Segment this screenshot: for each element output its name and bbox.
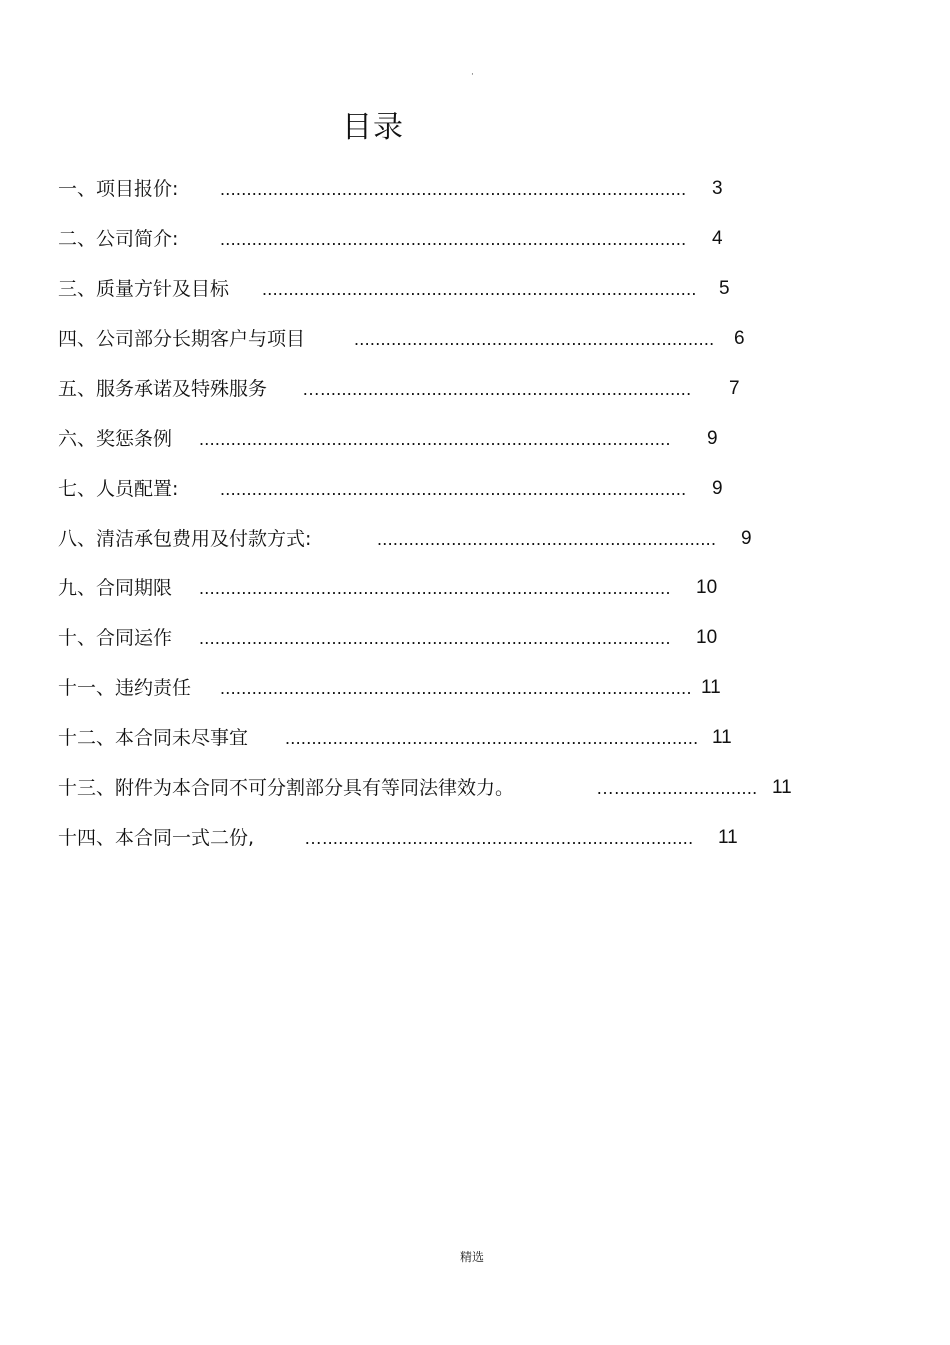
toc-leader-dots: ....................................................................: [354, 329, 715, 349]
toc-entry-label: 九、合同期限: [58, 577, 173, 599]
toc-leader-dots: ........................................................................................: [220, 229, 687, 249]
toc-leader-dots: ........................................................................................: [220, 479, 687, 499]
toc-leader-dots: .........................................................................................: [199, 628, 671, 648]
toc-page-number: 5: [719, 278, 730, 299]
toc-entry: [58, 475, 738, 503]
toc-entry-label: 十一、违约责任: [58, 677, 192, 699]
toc-page-number: 10: [696, 627, 718, 648]
toc-leader-dots: .........................................................................................: [199, 578, 671, 598]
toc-entry: [58, 674, 738, 702]
toc-leader-dots: ................................................................: [377, 529, 717, 549]
toc-entry: [58, 375, 758, 403]
toc-entry: [58, 824, 758, 852]
toc-entry: [58, 525, 768, 553]
toc-page-number: 11: [701, 677, 721, 698]
toc-entry: [58, 175, 738, 203]
toc-entry-label: 四、公司部分长期客户与项目: [58, 328, 306, 350]
toc-page-number: 9: [712, 478, 723, 499]
toc-entry: [58, 225, 738, 253]
toc-page-number: 6: [734, 328, 745, 349]
toc-entry: [58, 275, 748, 303]
toc-entry-label: 三、质量方针及目标: [58, 278, 230, 300]
toc-page-number: 9: [707, 428, 718, 449]
toc-entry: [58, 325, 758, 353]
toc-page-number: 11: [772, 777, 792, 798]
toc-leader-dots: .........................................................................................: [220, 678, 692, 698]
toc-entry-label: 一、项目报价:: [58, 178, 179, 200]
toc-entry-label: 十四、本合同一式二份,: [58, 827, 255, 849]
toc-entry-label: 五、服务承诺及特殊服务: [58, 378, 268, 400]
toc-entry: [58, 724, 748, 752]
toc-leader-dots: …......................................................................: [304, 828, 694, 848]
header-mark: ·: [471, 70, 474, 80]
page-title: 目录: [342, 110, 404, 145]
toc-page-number: 3: [712, 178, 723, 199]
toc-leader-dots: ........................................................................................: [220, 179, 687, 199]
toc-entry-label: 十三、附件为本合同不可分割部分具有等同法律效力。: [58, 777, 515, 799]
toc-page-number: 9: [741, 528, 752, 549]
toc-entry: [58, 774, 808, 802]
toc-page-number: 4: [712, 228, 723, 249]
toc-entry: [58, 624, 738, 652]
toc-leader-dots: …......................................................................: [302, 379, 692, 399]
toc-leader-dots: ..............................................................................: [285, 728, 699, 748]
toc-entry: [58, 425, 738, 453]
toc-entry-label: 八、清洁承包费用及付款方式:: [58, 528, 312, 550]
toc-entry-label: 十、合同运作: [58, 627, 173, 649]
toc-page-number: 11: [712, 727, 732, 748]
toc-page-number: 10: [696, 577, 718, 598]
toc-page-number: 11: [718, 827, 738, 848]
toc-entry-label: 十二、本合同未尽事宜: [58, 727, 249, 749]
toc-entry: [58, 574, 738, 602]
toc-page-number: 7: [729, 378, 740, 399]
toc-leader-dots: ..................................................................................: [262, 279, 697, 299]
footer-label: 精选: [460, 1250, 485, 1264]
toc-leader-dots: …...........................: [596, 778, 758, 798]
toc-leader-dots: .........................................................................................: [199, 429, 671, 449]
toc-entry-label: 六、奖惩条例: [58, 428, 173, 450]
toc-entry-label: 二、公司简介:: [58, 228, 179, 250]
toc-entry-label: 七、人员配置:: [58, 478, 179, 500]
